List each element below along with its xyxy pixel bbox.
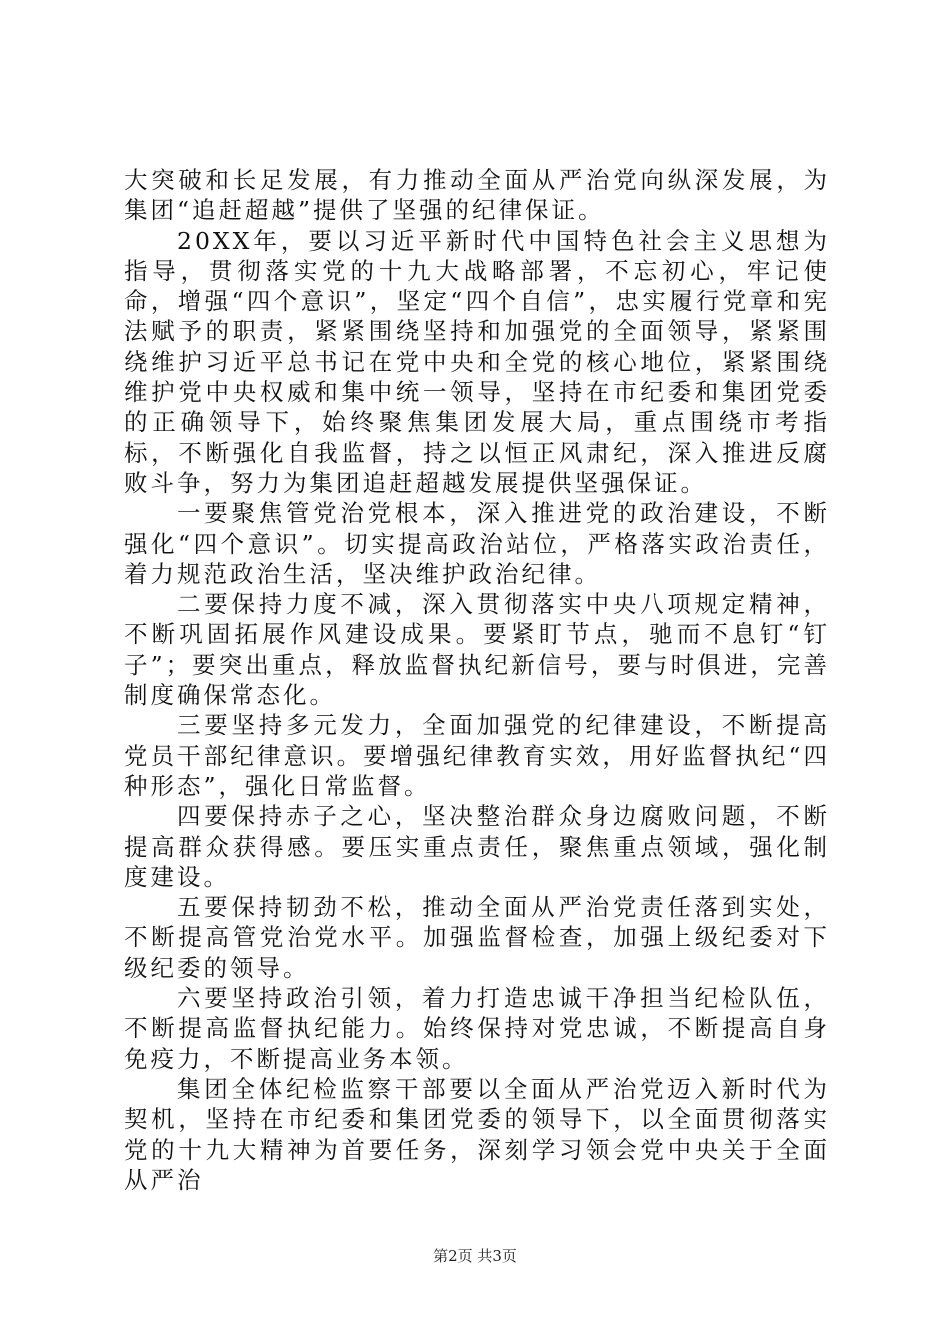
paragraph-point-six: 六要坚持政治引领，着力打造忠诚干净担当纪检队伍，不断提高监督执纪能力。始终保持对党忠诚，不断提高自身免疫力，不断提高业务本领。: [124, 984, 830, 1073]
paragraph-point-five: 五要保持韧劲不松，推动全面从严治党责任落到实处，不断提高管党治党水平。加强监督检查，加强上级纪委对下级纪委的领导。: [124, 893, 830, 982]
paragraph-annual-goals: 20XX年，要以习近平新时代中国特色社会主义思想为指导，贯彻落实党的十九大战略部署，不忘初心，牢记使命，增强“四个意识”，坚定“四个自信”，忠实履行党章和宪法赋予的职责，紧紧围绕坚持和加强党的全面领导，紧紧围绕维护习近平总书记在党中央和全党的核心地位，紧紧围绕维护党中央权威和集中统一领导，坚持在市纪委和集团党委的正确领导下，始终聚焦集团发展大局，重点围绕市考指标，不断强化自我监督，持之以恒正风肃纪，深入推进反腐败斗争，努力为集团追赶超越发展提供坚强保证。: [124, 226, 830, 497]
paragraph-continuation: 大突破和长足发展，有力推动全面从严治党向纵深发展，为集团“追赶超越”提供了坚强的纪律保证。: [124, 166, 830, 225]
paragraph-point-one: 一要聚焦管党治党根本，深入推进党的政治建设，不断强化“四个意识”。切实提高政治站位，严格落实政治责任，着力规范政治生活，坚决维护政治纪律。: [124, 499, 830, 588]
paragraph-point-two: 二要保持力度不减，深入贯彻落实中央八项规定精神，不断巩固拓展作风建设成果。要紧盯节点，驰而不息钉“钉子”；要突出重点，释放监督执纪新信号，要与时俱进，完善制度确保常态化。: [124, 590, 830, 710]
paragraph-point-three: 三要坚持多元发力，全面加强党的纪律建设，不断提高党员干部纪律意识。要增强纪律教育实效，用好监督执纪“四种形态”，强化日常监督。: [124, 711, 830, 800]
paragraph-closing: 集团全体纪检监察干部要以全面从严治党迈入新时代为契机，坚持在市纪委和集团党委的领导下，以全面贯彻落实党的十九大精神为首要任务，深刻学习领会党中央关于全面从严治: [124, 1074, 830, 1194]
document-body: [124, 165, 830, 1195]
paragraph-point-four: 四要保持赤子之心，坚决整治群众身边腐败问题，不断提高群众获得感。要压实重点责任，聚焦重点领域，强化制度建设。: [124, 802, 830, 891]
page-number-footer: 第2页 共3页: [433, 1247, 517, 1265]
